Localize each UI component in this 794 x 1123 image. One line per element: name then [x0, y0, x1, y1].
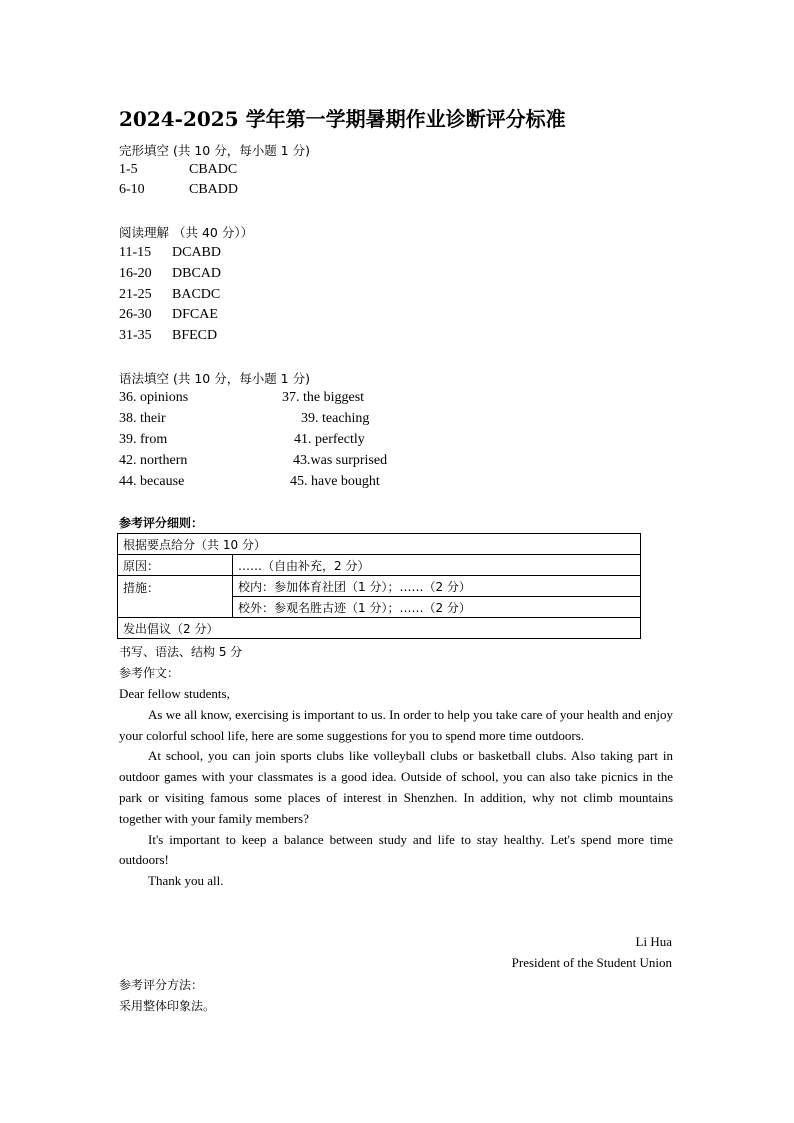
grammar-answer: 45. have bought: [290, 474, 380, 489]
scoring-table: [117, 533, 641, 639]
reading-row-answers: BFECD: [172, 328, 218, 343]
reading-row-range: 11-15: [119, 245, 152, 260]
reading-row-answers: BACDC: [172, 287, 221, 302]
essay-closing: Thank you all.: [148, 873, 224, 889]
table-row: [118, 534, 641, 555]
table-header-cell: 根据要点给分（共 10 分）: [118, 534, 641, 555]
reason-label-cell: 原因：: [118, 555, 233, 576]
cloze-row-answers: CBADD: [189, 182, 239, 197]
essay-greeting: Dear fellow students,: [119, 686, 230, 701]
method-text: 采用整体印象法。: [119, 999, 216, 1013]
scoring-heading: 参考评分细则：: [119, 516, 204, 530]
cloze-row-range: 1-5: [119, 162, 138, 177]
grammar-heading: 语法填空 (共 10 分，每小题 1 分): [119, 371, 310, 386]
cloze-heading: 完形填空 (共 10 分，每小题 1 分): [119, 143, 310, 158]
table-row: [118, 555, 641, 576]
measure-out-school-cell: 校外：参观名胜古迹（1 分）；……（2 分）: [233, 597, 641, 618]
signature-name: Li Hua: [635, 934, 672, 949]
grammar-answer: 42. northern: [119, 453, 188, 468]
grammar-answer: 39. from: [119, 432, 168, 447]
grammar-answer: 44. because: [119, 474, 185, 489]
measures-label-cell: 措施：: [118, 576, 233, 618]
grammar-answer: 38. their: [119, 411, 166, 426]
essay-paragraph: As we all know, exercising is important to us. In order to help you take care of your health and enjoy your colorful school life, here are some suggestions for you to spend more time outdoors.: [119, 706, 673, 743]
writing-note: 书写、语法、结构 5 分: [119, 645, 243, 659]
sample-essay: [119, 684, 673, 892]
grammar-answer: 43.was surprised: [293, 453, 388, 468]
grammar-answer: 41. perfectly: [294, 432, 365, 447]
reading-row-answers: DBCAD: [172, 266, 222, 281]
grammar-answer: 39. teaching: [301, 411, 370, 426]
reading-row-range: 16-20: [119, 266, 152, 281]
reading-heading: 阅读理解 （共 40 分））: [119, 225, 254, 240]
reading-row-range: 31-35: [119, 328, 152, 343]
table-row: [118, 576, 641, 597]
reading-row-answers: DFCAE: [172, 307, 218, 322]
reading-row-range: 21-25: [119, 287, 152, 302]
grammar-answer: 36. opinions: [119, 390, 189, 405]
cloze-row-range: 6-10: [119, 182, 145, 197]
sample-essay-label: 参考作文：: [119, 666, 180, 680]
essay-paragraph: It's important to keep a balance between study and life to stay healthy. Let's spend more time outdoors!: [119, 831, 673, 868]
table-footer-cell: 发出倡议（2 分）: [118, 618, 641, 639]
grammar-answer: 37. the biggest: [282, 390, 365, 405]
measure-in-school-cell: 校内：参加体育社团（1 分）；……（2 分）: [233, 576, 641, 597]
method-label: 参考评分方法：: [119, 978, 204, 992]
cloze-row-answers: CBADC: [189, 162, 238, 177]
signature-title: President of the Student Union: [511, 955, 672, 970]
reason-value-cell: ……（自由补充，2 分）: [233, 555, 641, 576]
table-row: [118, 618, 641, 639]
essay-paragraph: At school, you can join sports clubs like volleyball clubs or basketball clubs. Also taking part in outdoor games with your classmates is a good idea. Outside of school, you can also take picnics in the park or visiting famous some places of interest in Shenzhen. In addition, why not climb mountains together with your family members?: [119, 748, 673, 826]
reading-row-range: 26-30: [119, 307, 152, 322]
reading-row-answers: DCABD: [172, 245, 222, 260]
page-title: 2024-2025 学年第一学期暑期作业诊断评分标准: [119, 107, 566, 131]
